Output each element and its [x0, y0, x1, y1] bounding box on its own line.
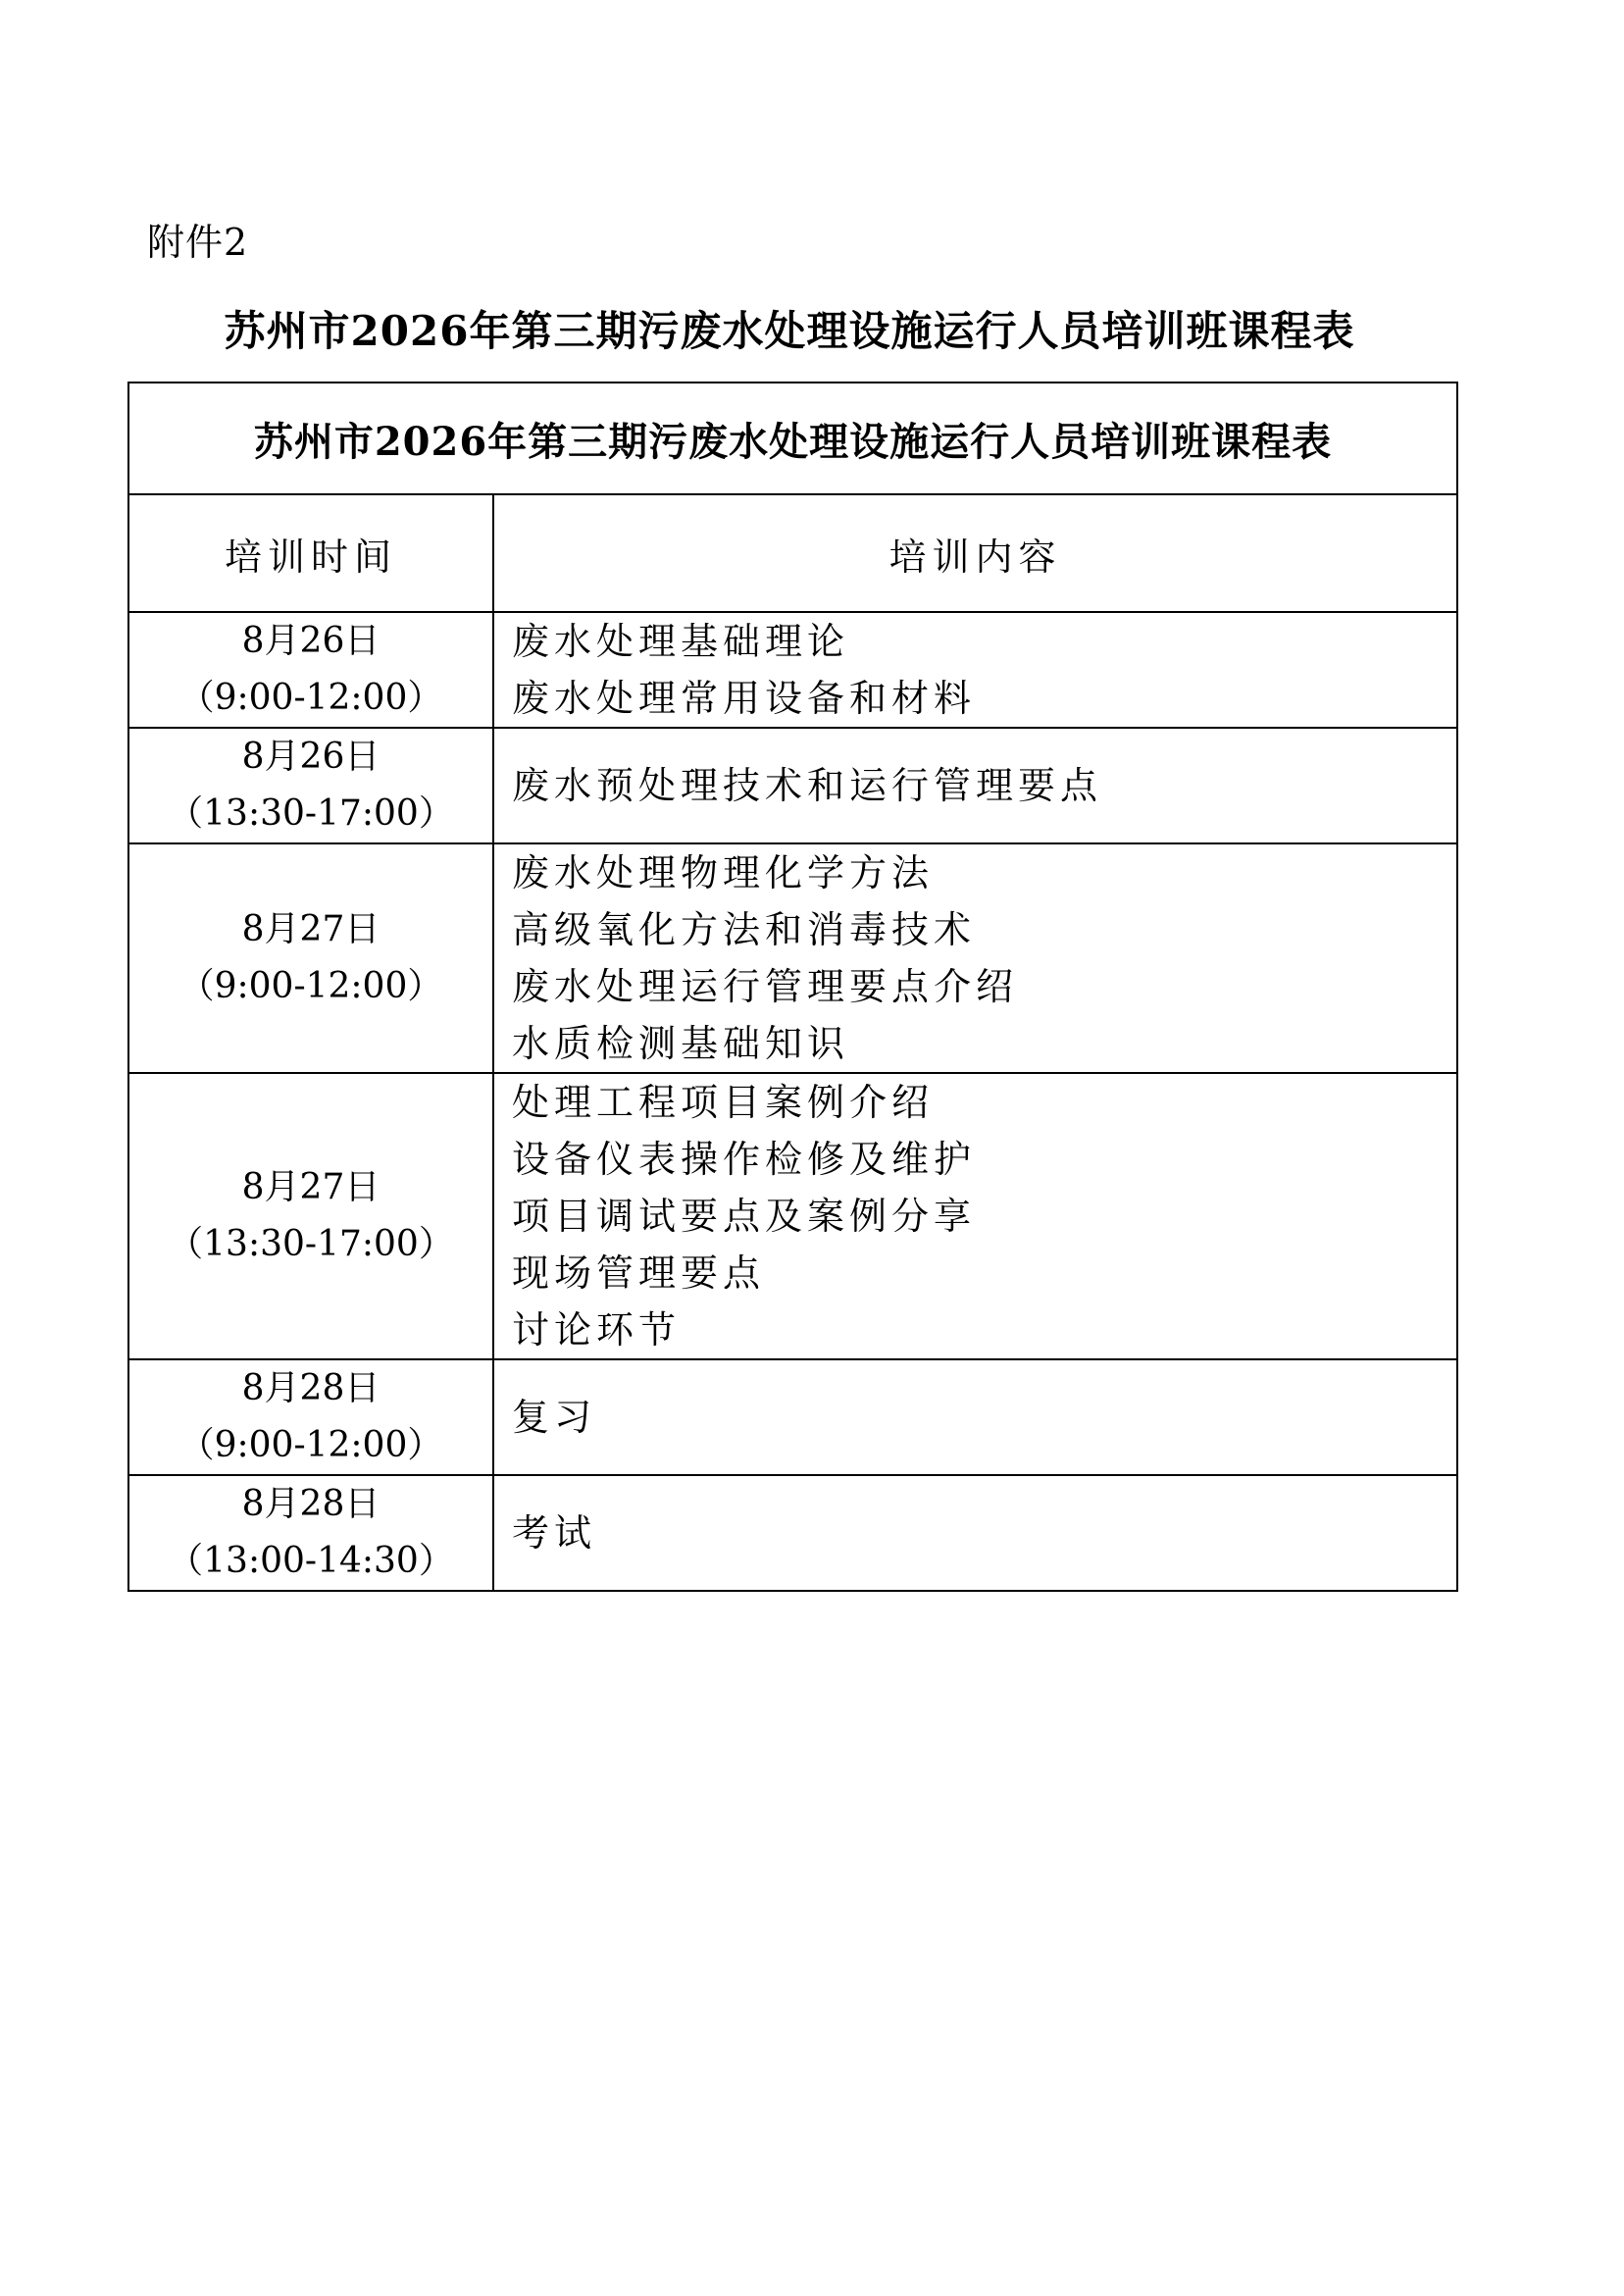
table-row — [128, 612, 1457, 728]
session-time: （9:00-12:00） — [178, 1425, 443, 1465]
session-date: 8月27日 — [241, 1167, 381, 1207]
content-line: 考试 — [512, 1511, 597, 1555]
time-cell — [128, 1073, 493, 1359]
content-line: 复习 — [512, 1396, 597, 1439]
content-cell — [493, 728, 1457, 843]
session-date: 8月28日 — [241, 1484, 381, 1524]
session-date: 8月27日 — [241, 909, 381, 949]
content-line: 废水处理物理化学方法 — [512, 851, 935, 894]
table-row — [128, 728, 1457, 843]
table-title-row — [128, 383, 1457, 494]
content-line: 项目调试要点及案例分享 — [512, 1195, 977, 1238]
content-line: 水质检测基础知识 — [512, 1022, 850, 1065]
table-row — [128, 843, 1457, 1073]
session-time: （13:30-17:00） — [168, 793, 454, 834]
session-date: 8月26日 — [241, 737, 381, 777]
table-title: 苏州市2026年第三期污废水处理设施运行人员培训班课程表 — [128, 383, 1457, 494]
time-cell — [128, 1359, 493, 1475]
session-time: （9:00-12:00） — [178, 966, 443, 1006]
time-cell — [128, 1475, 493, 1591]
content-line: 废水预处理技术和运行管理要点 — [512, 764, 1103, 807]
content-line: 废水处理常用设备和材料 — [512, 677, 977, 720]
time-cell — [128, 843, 493, 1073]
course-schedule-table — [127, 382, 1458, 1592]
content-cell — [493, 1073, 1457, 1359]
content-line: 设备仪表操作检修及维护 — [512, 1138, 977, 1181]
time-cell — [128, 612, 493, 728]
content-line: 讨论环节 — [512, 1308, 682, 1352]
content-cell — [493, 1475, 1457, 1591]
header-training-content: 培训内容 — [493, 494, 1457, 612]
content-line: 高级氧化方法和消毒技术 — [512, 908, 977, 951]
document-title: 苏州市2026年第三期污废水处理设施运行人员培训班课程表 — [224, 307, 1355, 355]
time-cell — [128, 728, 493, 843]
session-time: （13:00-14:30） — [168, 1541, 454, 1581]
session-time: （13:30-17:00） — [168, 1224, 454, 1264]
attachment-label: 附件2 — [147, 221, 249, 264]
content-cell — [493, 843, 1457, 1073]
table-row — [128, 1475, 1457, 1591]
table-row — [128, 1359, 1457, 1475]
table-header-row — [128, 494, 1457, 612]
content-line: 现场管理要点 — [512, 1251, 766, 1295]
content-cell — [493, 1359, 1457, 1475]
content-line: 废水处理运行管理要点介绍 — [512, 965, 1019, 1008]
header-training-time: 培训时间 — [128, 494, 493, 612]
session-time: （9:00-12:00） — [178, 678, 443, 718]
session-date: 8月28日 — [241, 1368, 381, 1408]
session-date: 8月26日 — [241, 621, 381, 661]
content-cell — [493, 612, 1457, 728]
table-row — [128, 1073, 1457, 1359]
content-line: 处理工程项目案例介绍 — [512, 1081, 935, 1124]
content-line: 废水处理基础理论 — [512, 620, 850, 663]
